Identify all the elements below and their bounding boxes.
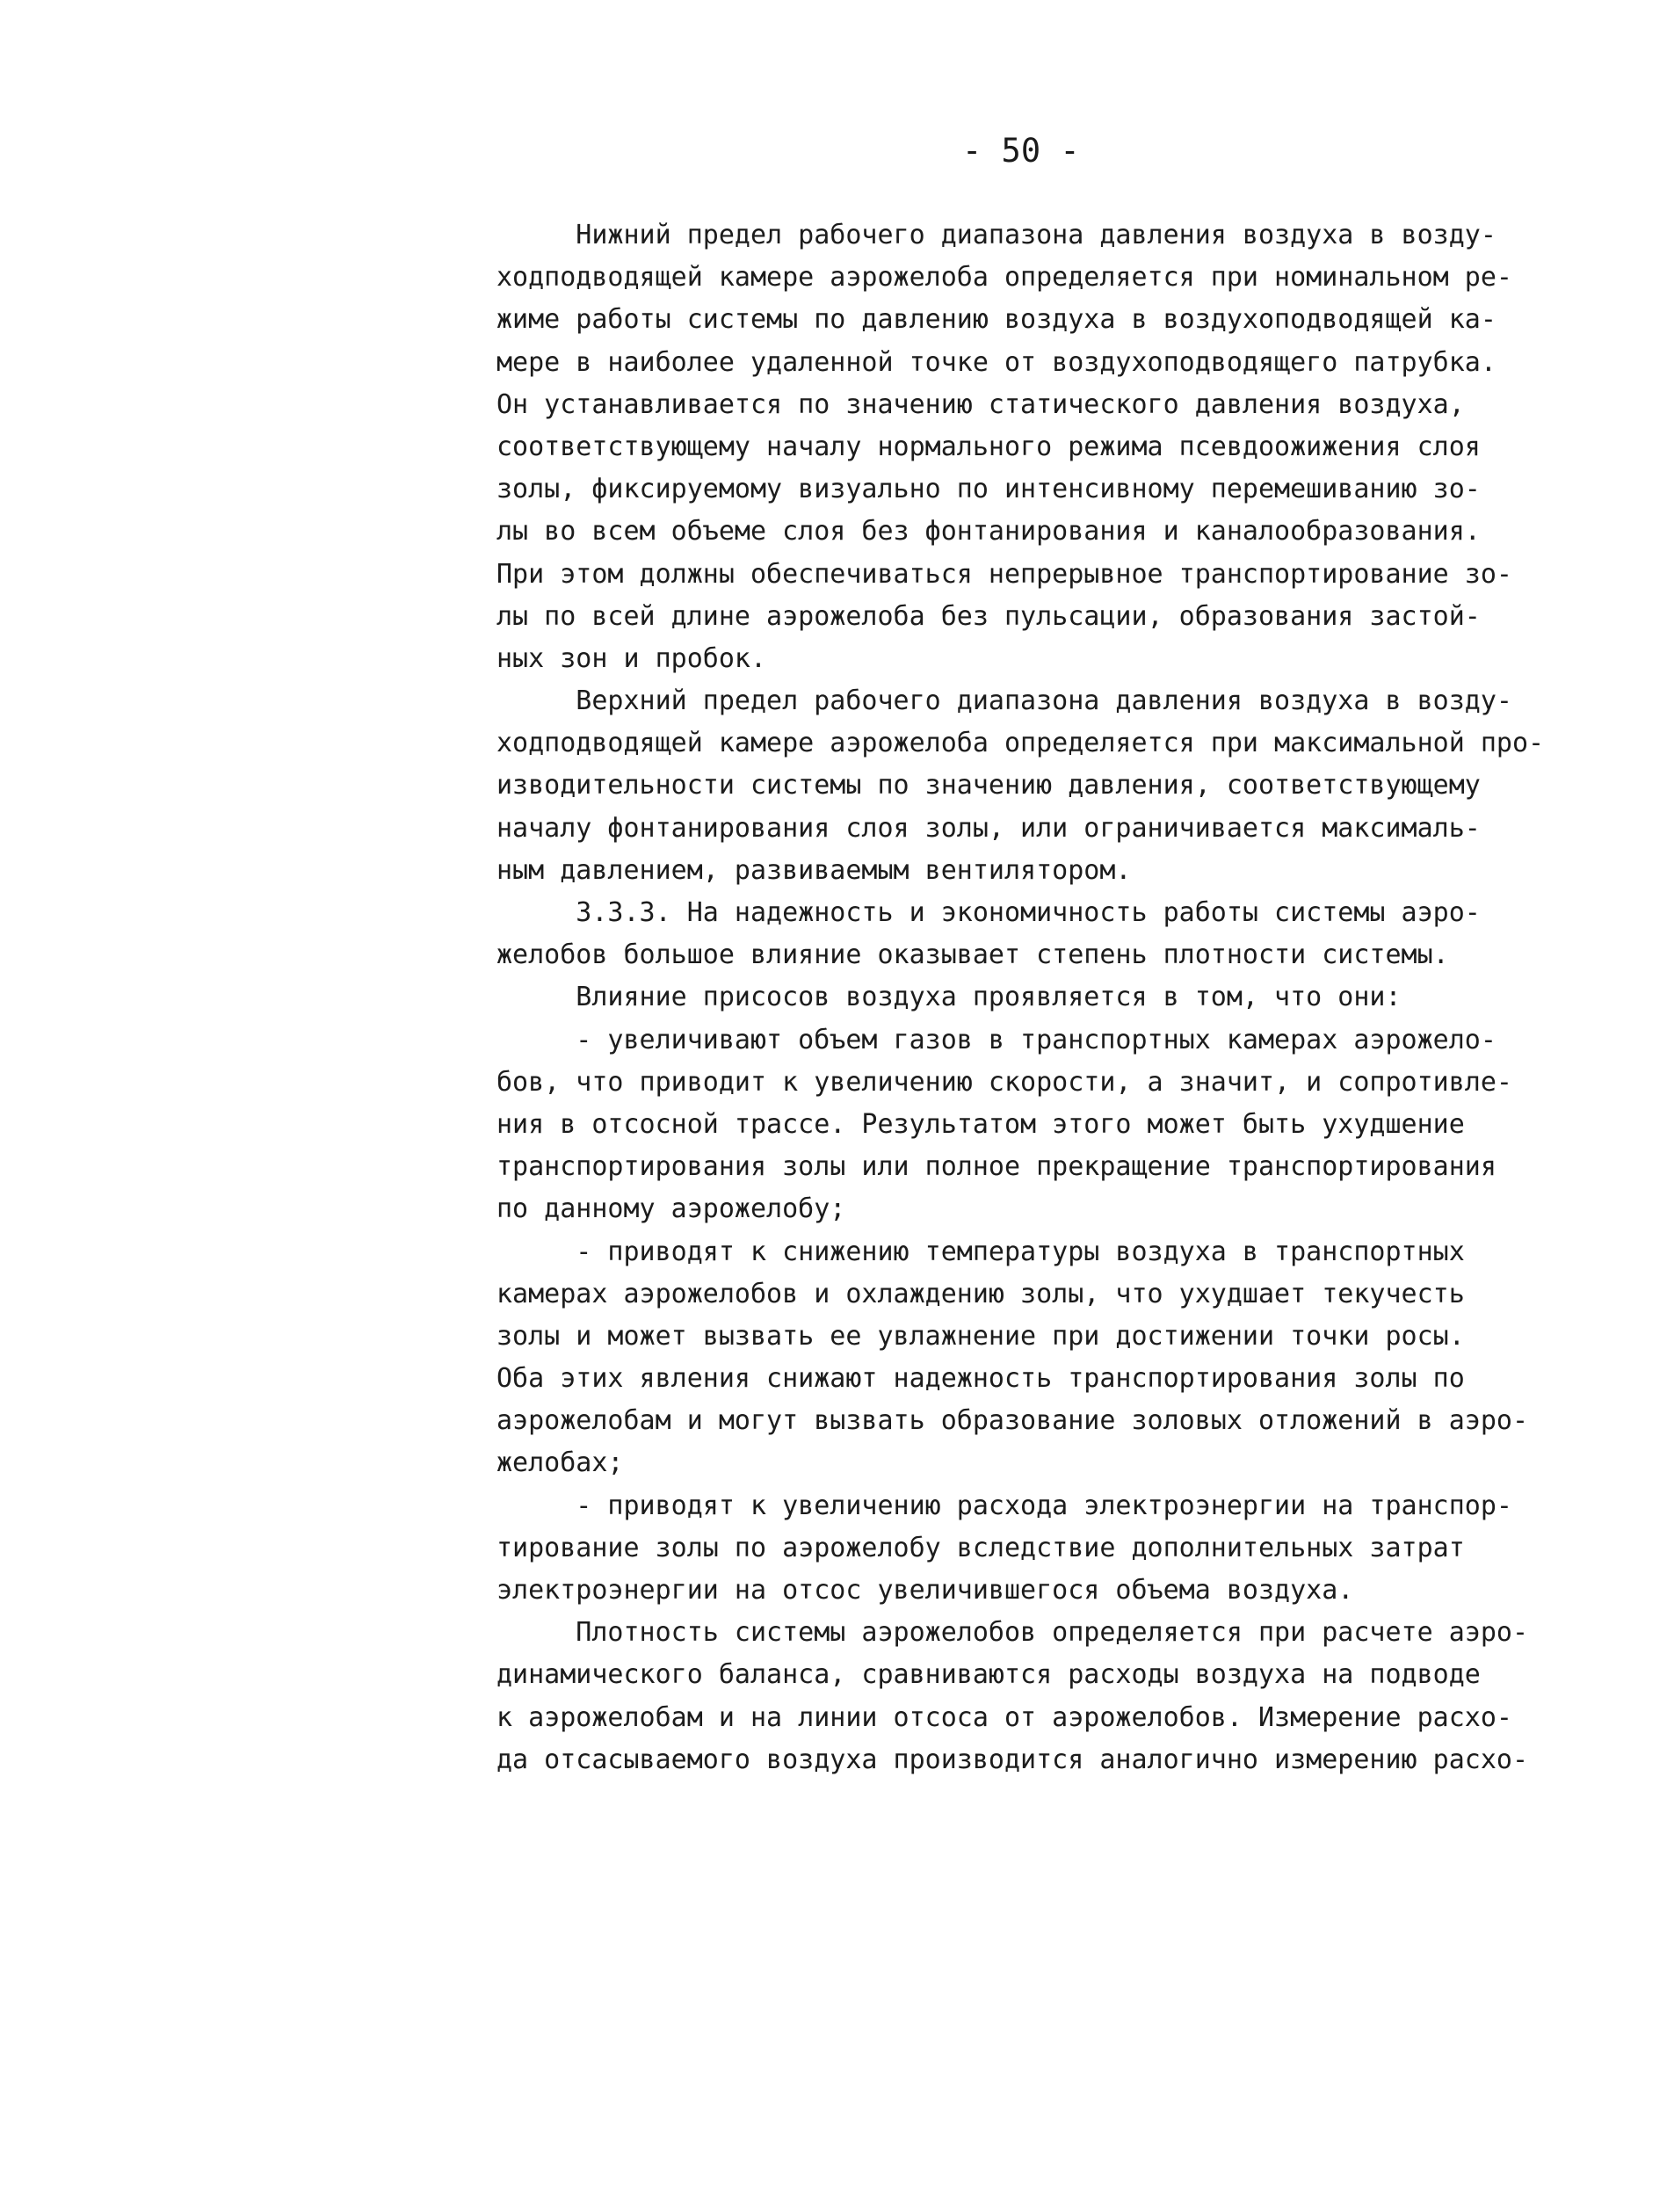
text-line: транспортирования золы или полное прекращение транспортирования xyxy=(496,1151,1496,1183)
text-line: Оба этих явления снижают надежность транспортирования золы по xyxy=(496,1363,1465,1395)
text-line: ния в отсосной трассе. Результатом этого может быть ухудшение xyxy=(496,1108,1465,1140)
text-line: по данному аэрожелобу; xyxy=(496,1193,846,1225)
text-line: изводительности системы по значению давления, соответствующему xyxy=(496,770,1481,801)
text-line: - увеличивают объем газов в транспортных камерах аэрожело- xyxy=(496,1024,1496,1055)
text-line: Влияние присосов воздуха проявляется в том, что они: xyxy=(496,982,1402,1013)
page-number: - 50 - xyxy=(962,132,1080,170)
text-line: бов, что приводит к увеличению скорости, а значит, и сопротивле- xyxy=(496,1066,1512,1098)
text-line: Он устанавливается по значению статического давления воздуха, xyxy=(496,388,1465,420)
text-line: Нижний предел рабочего диапазона давления воздуха в возду- xyxy=(496,220,1496,250)
text-line: желобах; xyxy=(496,1447,624,1479)
text-line: ным давлением, развиваемым вентилятором. xyxy=(496,854,1132,886)
text-line: жиме работы системы по давлению воздуха в воздухоподводящей ка- xyxy=(496,304,1496,336)
text-line: аэрожелобам и могут вызвать образование золовых отложений в аэро- xyxy=(496,1405,1528,1437)
text-line: желобов большое влияние оказывает степень плотности системы. xyxy=(496,939,1449,971)
text-line: При этом должны обеспечиваться непрерывное транспортирование зо- xyxy=(496,558,1512,590)
text-line: - приводят к снижению температуры воздуха в транспортных xyxy=(496,1236,1465,1267)
text-line: да отсасываемого воздуха производится аналогично измерению расхо- xyxy=(496,1744,1528,1775)
text-line: Плотность системы аэрожелобов определяется при расчете аэро- xyxy=(496,1617,1528,1649)
text-line: золы, фиксируемому визуально по интенсивному перемешиванию зо- xyxy=(496,474,1481,505)
text-line: электроэнергии на отсос увеличившегося объема воздуха. xyxy=(496,1575,1354,1606)
text-line: - приводят к увеличению расхода электроэнергии на транспор- xyxy=(496,1490,1512,1521)
text-line: Верхний предел рабочего диапазона давления воздуха в возду- xyxy=(496,685,1512,717)
text-line: мере в наиболее удаленной точке от воздухоподводящего патрубка. xyxy=(496,346,1496,378)
text-line: динамического баланса, сравниваются расходы воздуха на подводе xyxy=(496,1659,1481,1691)
text-line: лы во всем объеме слоя без фонтанирования и каналообразования. xyxy=(496,516,1481,548)
text-line: лы по всей длине аэрожелоба без пульсации, образования застой- xyxy=(496,600,1481,632)
body-text xyxy=(496,214,1604,1781)
text-line: началу фонтанирования слоя золы, или ограничивается максималь- xyxy=(496,812,1481,844)
text-line: тирование золы по аэрожелобу вследствие дополнительных затрат xyxy=(496,1532,1465,1563)
text-line: ходподводящей камере аэрожелоба определяется при номинальном ре- xyxy=(496,262,1512,294)
text-line: 3.3.3. На надежность и экономичность работы системы аэро- xyxy=(496,897,1481,928)
text-line: ных зон и пробок. xyxy=(496,642,767,674)
text-line: золы и может вызвать ее увлажнение при достижении точки росы. xyxy=(496,1320,1465,1352)
text-line: соответствующему началу нормального режима псевдоожижения слоя xyxy=(496,431,1481,462)
text-line: ходподводящей камере аэрожелоба определяется при максимальной про- xyxy=(496,728,1545,759)
text-line: камерах аэрожелобов и охлаждению золы, что ухудшает текучесть xyxy=(496,1278,1465,1309)
text-line: к аэрожелобам и на линии отсоса от аэрожелобов. Измерение расхо- xyxy=(496,1701,1512,1733)
